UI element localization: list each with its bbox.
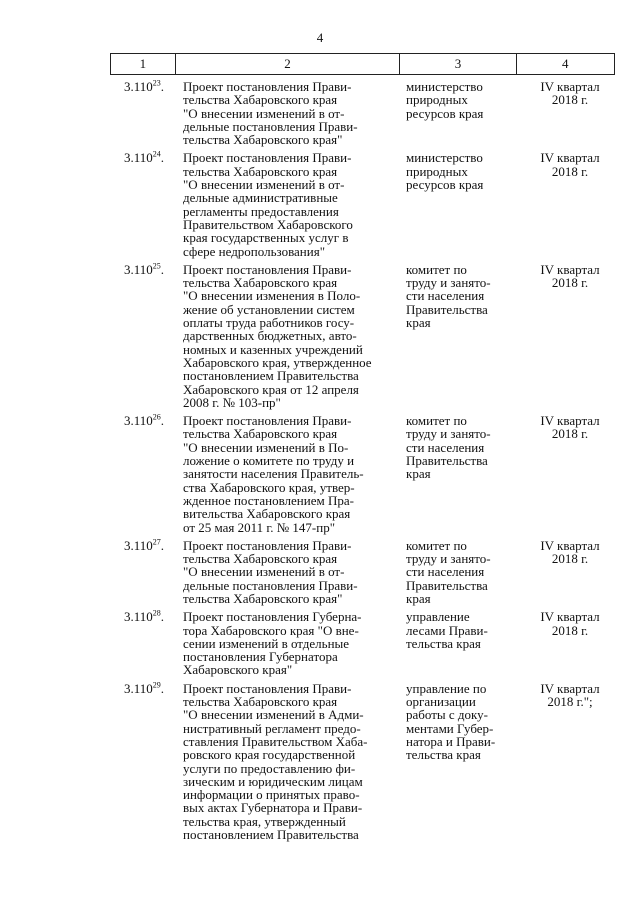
item-title: Проект постановления Прави- тельства Хабаровского края "О внесении изменений в Адми- нистративный регламент предо- ставления Правительством Хаба- ровского края государственной услуги по предоставлению фи- зическим и юридическим лицам информации о принятых право- вых актах Губернатора и Прави- тельства края, утвержденный постановлением Правительства <box>183 680 368 843</box>
table-row <box>110 610 615 676</box>
item-executor: министерство природных ресурсов края <box>406 79 484 121</box>
item-executor: управление по организации работы с доку- ментами Губер- натора и Прави- тельства края <box>406 680 496 763</box>
item-executor: управление лесами Прави- тельства края <box>406 609 488 651</box>
document-table <box>110 53 615 846</box>
table-row <box>110 539 615 605</box>
item-term: IV квартал 2018 г. <box>540 150 600 179</box>
item-term: IV квартал 2018 г. <box>540 413 600 442</box>
item-term: IV квартал 2018 г. <box>540 261 600 291</box>
item-number: 3.110$^{27}$. <box>123 537 164 553</box>
table-body <box>110 80 615 841</box>
item-executor: министерство природных ресурсов края <box>406 150 484 193</box>
item-title: Проект постановления Прави- тельства Хабаровского края "О внесении изменений в от- дельные постановления Прави- тельства Хабаровского края" <box>183 537 358 606</box>
item-number: 3.110$^{29}$. <box>123 680 164 696</box>
item-executor: комитет по труду и занято- сти населения Правительства края <box>406 537 491 606</box>
header-col-1: 1 <box>111 54 176 74</box>
header-col-2: 2 <box>176 54 401 74</box>
item-executor: комитет по труду и занято- сти населения Правительства края <box>406 413 491 482</box>
item-title: Проект постановления Прави- тельства Хабаровского края "О внесении изменения в Поло- жение об установлении систем оплаты труда работников госу- дарственных бюджетных, авто- номных и казенных учреждений Хабаровского края, утвержденное постановлением Правительства Хабаровского края от 12 апреля 2008 г. № 103-пр" <box>183 261 372 410</box>
table-row <box>110 414 615 534</box>
table-row <box>110 80 615 146</box>
item-title: Проект постановления Прави- тельства Хабаровского края "О внесении изменений в от- дельные постановления Прави- тельства Хабаровского края" <box>183 79 358 148</box>
item-title: Проект постановления Прави- тельства Хабаровского края "О внесении изменений в По- ложение о комитете по труду и занятости населения Правитель- ства Хабаровского края, утвер- жденное постановлением Пра- вительства Хабаровского края от 25 мая 2011 г. № 147-пр" <box>183 413 364 535</box>
item-term: IV квартал 2018 г. <box>540 79 600 108</box>
item-term: IV квартал 2018 г. <box>540 609 600 638</box>
table-row <box>110 263 615 409</box>
item-executor: комитет по труду и занято- сти населения Правительства края <box>406 261 491 331</box>
item-number: 3.110$^{23}$. <box>123 78 164 94</box>
item-title: Проект постановления Губерна- тора Хабаровского края "О вне- сении изменений в отдельные постановления Губернатора Хабаровского края" <box>183 609 362 678</box>
item-number: 3.110$^{25}$. <box>123 261 164 277</box>
table-row <box>110 682 615 842</box>
item-number: 3.110$^{28}$. <box>123 608 164 625</box>
item-title: Проект постановления Прави- тельства Хабаровского края "О внесении изменений в от- дельные административные регламенты предоставления Правительством Хабаровского края государственных услуг в сфере недропользования" <box>183 150 353 259</box>
item-number: 3.110$^{26}$. <box>123 412 164 429</box>
header-col-3: 3 <box>400 54 516 74</box>
header-col-4: 4 <box>562 56 569 71</box>
item-term: IV квартал 2018 г. <box>540 537 600 567</box>
table-row <box>110 151 615 257</box>
table-header <box>110 53 615 75</box>
item-number: 3.110$^{24}$. <box>123 150 164 166</box>
item-term: IV квартал 2018 г."; <box>540 680 600 710</box>
page-number: 4 <box>316 30 324 45</box>
